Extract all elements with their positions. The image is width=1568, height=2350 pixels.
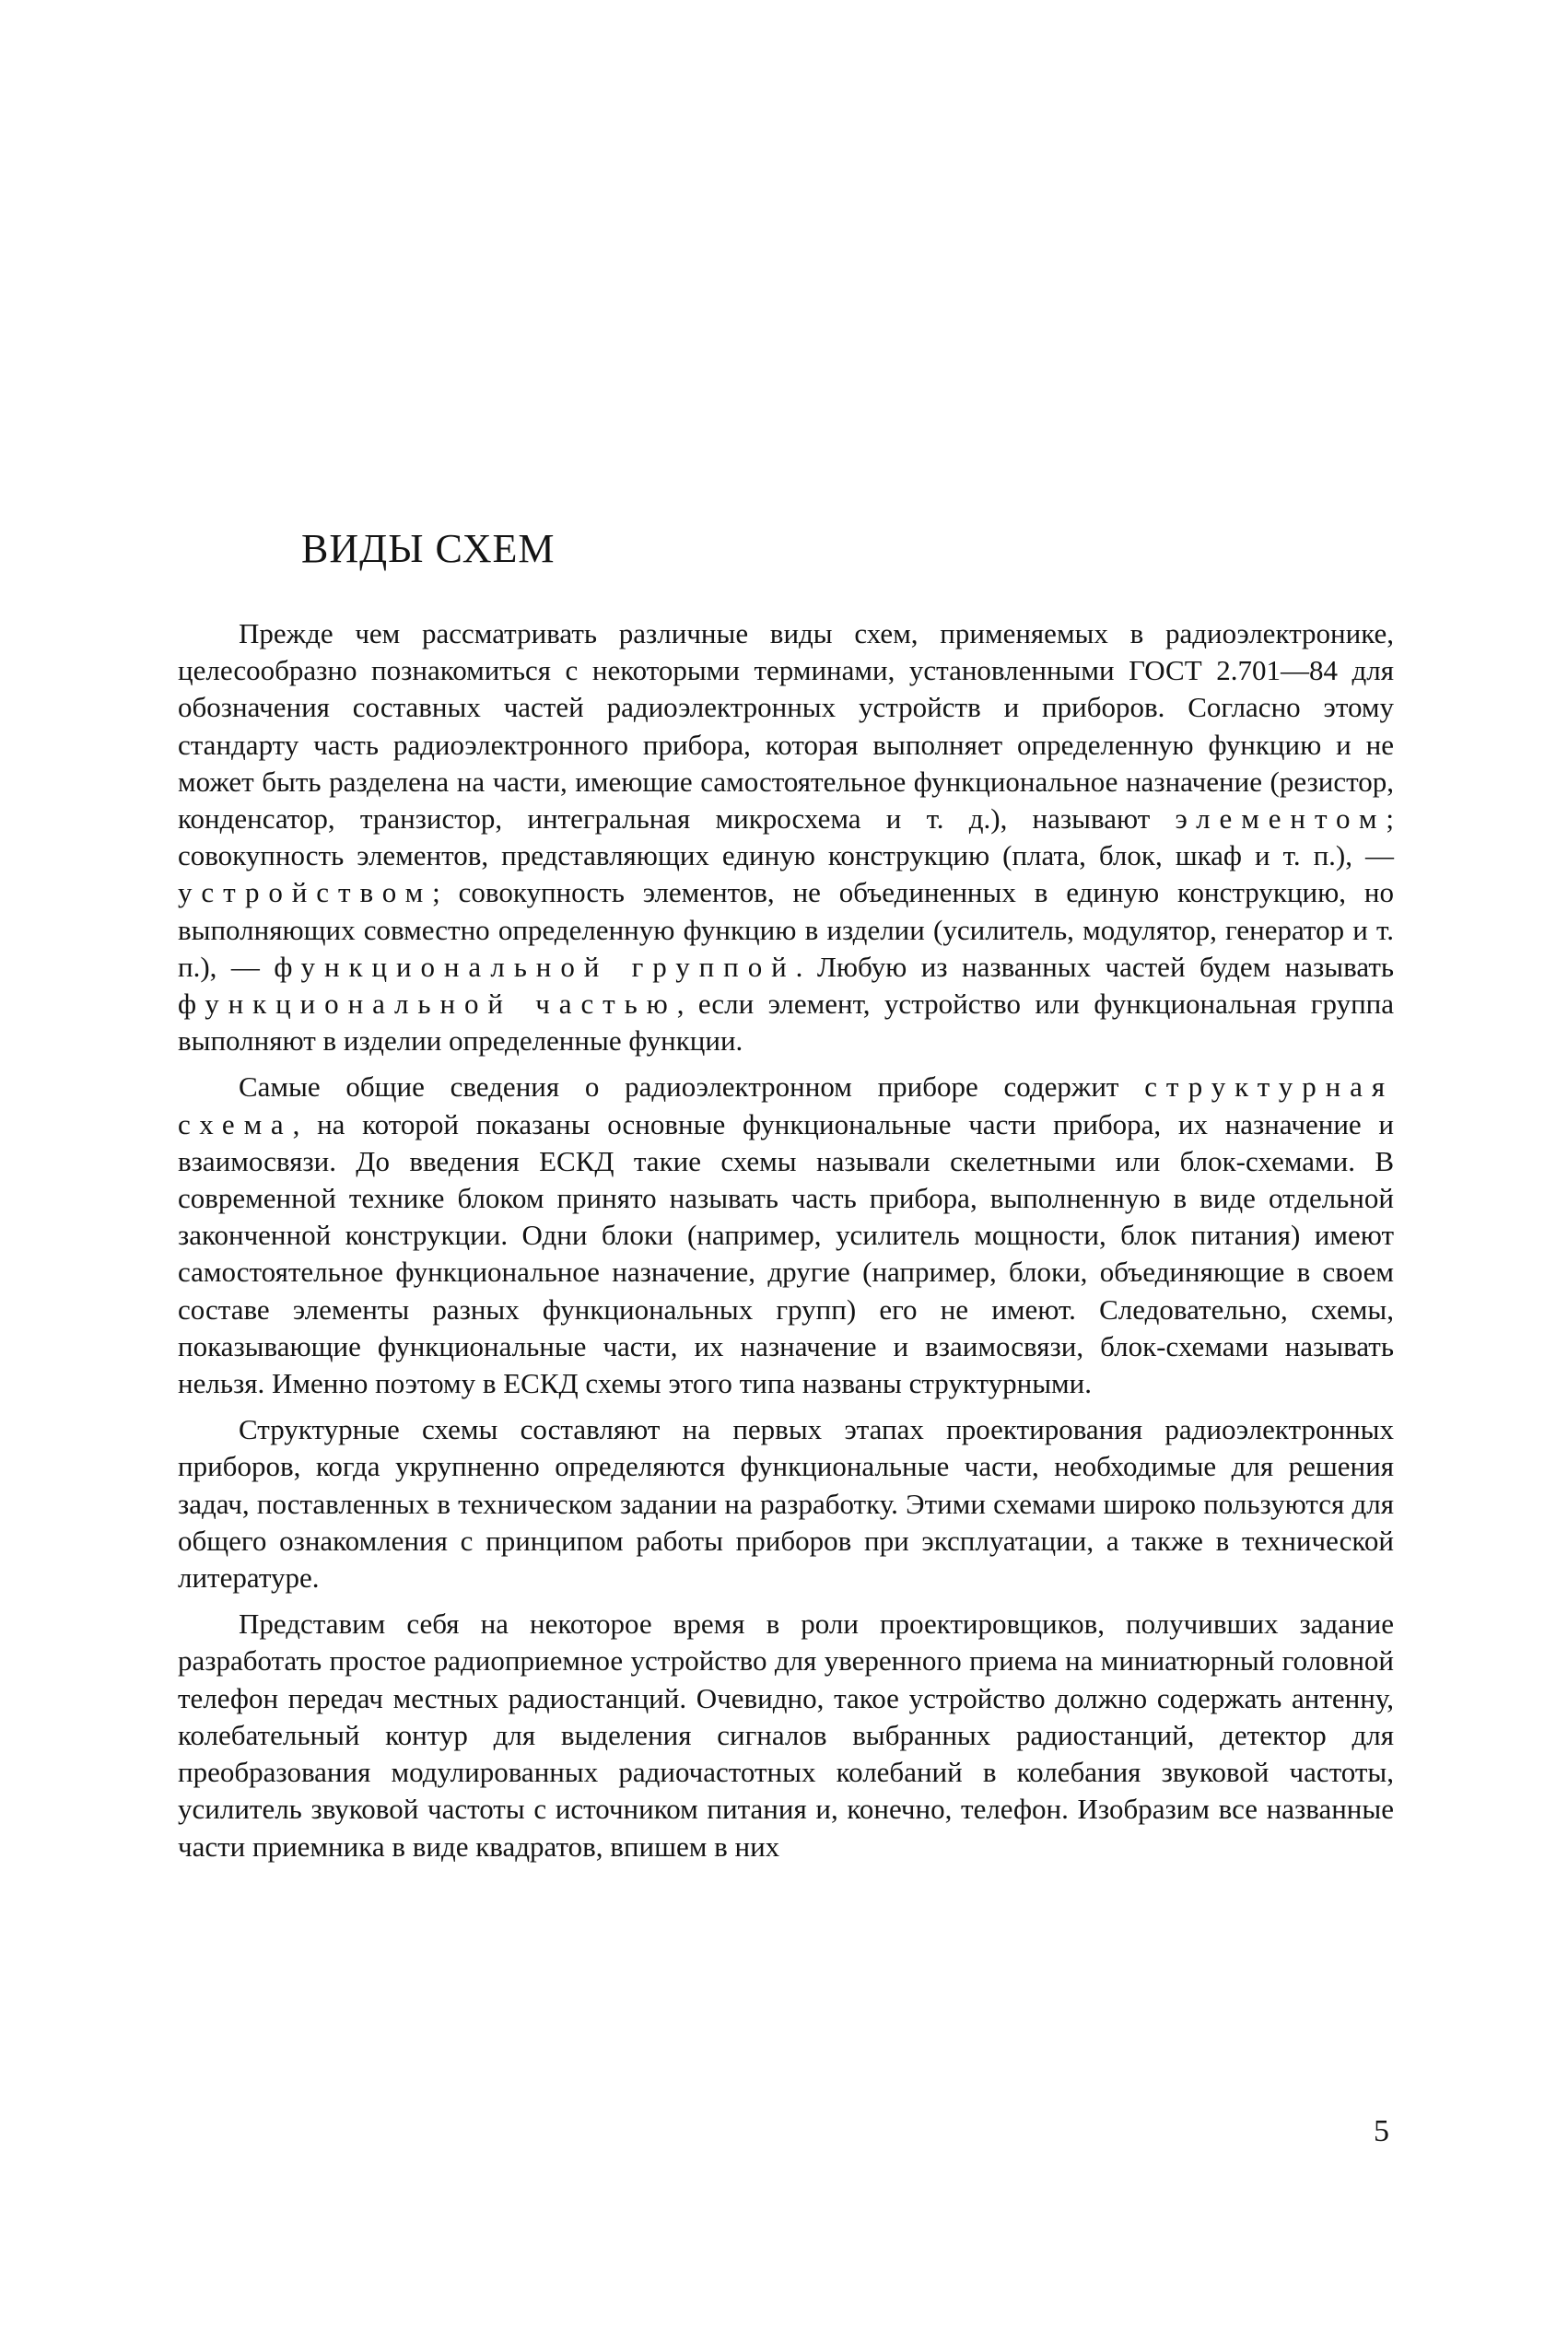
text-run: , на которой показаны основные функциональные части прибора, их назначение и взаимосвязи. До введения ЕСКД такие схемы называли скелетными или блок-схемами. В современной технике блоком принято называть часть прибора, выполненную в виде отдельной законченной конструкции. Одни блоки (например, усилитель мощности, блок питания) имеют самостоятельное функциональное назначение, другие (например, блоки, объединяющие в своем составе элементы разных функциональных групп) его не имеют. Следовательно, схемы, показывающие функциональные части, их назначение и взаимосвязи, блок-схемами называть нельзя. Именно поэтому в ЕСКД схемы этого типа названы структурными. bbox=[178, 1107, 1394, 1400]
text-run: , если элемент, устройство или функциональная группа выполняют в изделии определенные функции. bbox=[178, 988, 1395, 1058]
spaced-term: структурная схема bbox=[178, 1070, 1394, 1140]
paragraph bbox=[178, 1411, 1394, 1596]
text-run: ; совокупность элементов, не объединенных в единую конструкцию, но выполняющих совместно определенную функцию в изделии (усилитель, модулятор, генератор и т. п.), — bbox=[178, 876, 1394, 983]
text-run: . Любую из названных частей будем называть bbox=[795, 950, 1395, 983]
text-run: ; совокупность элементов, представляющих единую конструкцию (плата, блок, шкаф и т. п.), — bbox=[178, 802, 1394, 872]
paragraph bbox=[178, 615, 1394, 1059]
spaced-term: элементом bbox=[1175, 802, 1387, 836]
text-run: Прежде чем рассматривать различные виды схем, применяемых в радиоэлектронике, целесообразно познакомиться с некоторыми терминами, установленными ГОСТ 2.701—84 для обозначения составных частей радиоэлектронных устройств и приборов. Согласно этому стандарту часть радиоэлектронного прибора, которая выполняет определенную функцию и не может быть разделена на части, имеющие самостоятельное функциональное назначение (резистор, конденсатор, транзистор, интегральная микросхема и т. д.), называют bbox=[178, 617, 1394, 836]
spaced-term: устройством bbox=[178, 876, 433, 909]
text-run: Представим себя на некоторое время в роли проектировщиков, получивших задание разработать простое радиоприемное устройство для уверенного приема на миниатюрный головной телефон передач местных радиостанций. Очевидно, такое устройство должно содержать антенну, колебательный контур для выделения сигналов выбранных радиостанций, детектор для преобразования модулированных радиочастотных колебаний в колебания звуковой частоты, усилитель звуковой частоты с источником питания и, конечно, телефон. Изобразим все названные части приемника в виде квадратов, впишем в них bbox=[178, 1608, 1394, 1863]
text-run: Самые общие сведения о радиоэлектронном приборе содержит bbox=[239, 1070, 1145, 1104]
spaced-term: функциональной частью bbox=[178, 988, 677, 1021]
page-number: 5 bbox=[1374, 2114, 1389, 2148]
spaced-term: функциональной группой bbox=[274, 950, 796, 983]
paragraph bbox=[178, 1606, 1394, 1865]
text-run: Структурные схемы составляют на первых этапах проектирования радиоэлектронных приборов, когда укрупненно определяются функциональные части, необходимые для решения задач, поставленных в техническом задании на разработку. Этими схемами широко пользуются для общего ознакомления с принципом работы приборов при эксплуатации, а также в технической литературе. bbox=[178, 1413, 1394, 1595]
body-text bbox=[178, 615, 1394, 1865]
page-heading: ВИДЫ СХЕМ bbox=[301, 526, 556, 571]
paragraph bbox=[178, 1069, 1394, 1402]
